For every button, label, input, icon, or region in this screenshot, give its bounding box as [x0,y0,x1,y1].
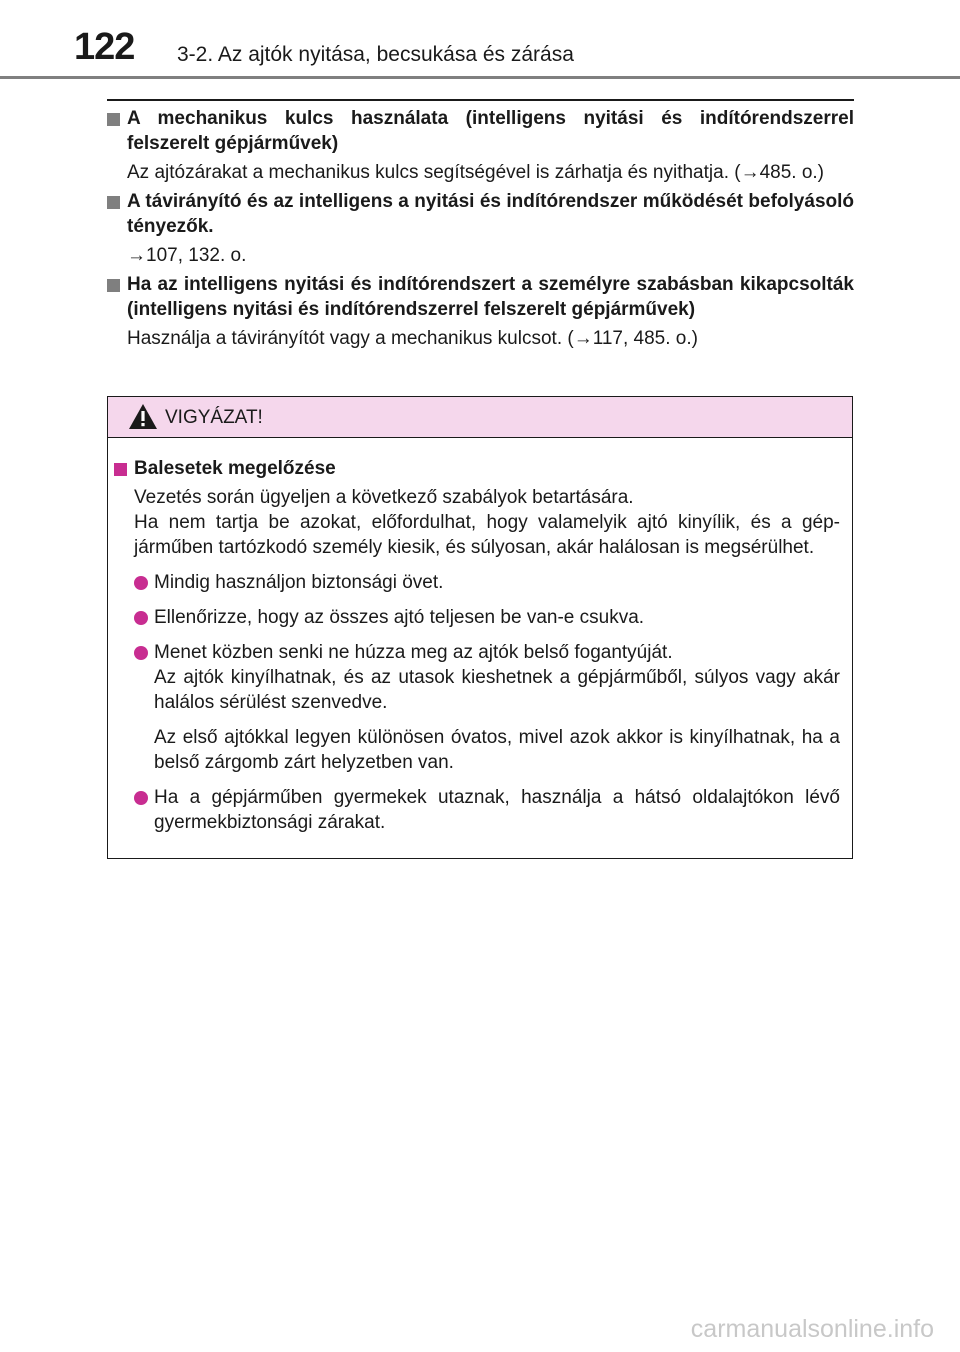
section-factors [107,189,854,268]
page-number: 122 [74,26,135,68]
section-square-icon [107,113,120,126]
section-body: Az ajtózárakat a mechanikus kulcs segítségével is zárhatja és nyithatja. (→485. o.) [127,162,825,183]
page-header [0,0,960,80]
warning-bullet [134,785,840,835]
section-mechanical-key [107,106,854,185]
warning-triangle-icon [128,403,158,430]
warning-body [108,438,852,835]
bullet-dot-icon [134,791,148,805]
bullet-text: Ellenőrizze, hogy az összes ajtó teljesen be van-e csukva. [154,607,645,628]
warning-intro-line2: Ha nem tartja be azokat, előfordulhat, hogy valamelyik ajtó kinyílik, és a gépjárműben tartózkodó személy kiesik, és súlyosan, akár halálosan is megsérülhet. [134,512,840,558]
warning-intro-line1: Vezetés során ügyeljen a következő szabályok betartására. [134,487,634,508]
warning-box [107,396,853,859]
warning-bullet [134,640,840,715]
watermark: carmanualsonline.info [690,1315,934,1343]
warning-header [108,397,852,438]
bullet-text: Menet közben senki ne húzza meg az ajtók belső fogantyúját. [154,642,673,663]
section-body: →107, 132. o. [127,245,247,266]
warning-intro [134,485,840,560]
warning-heading: Balesetek megelőzése [134,458,336,479]
section-square-icon [107,196,120,209]
bullet-sub-paragraph: Az első ajtókkal legyen különösen óvatos, mivel azok akkor is kinyílhatnak, ha a belső zárgomb zárt helyzetben van. [154,727,840,773]
section-heading: A mechanikus kulcs használata (intelligens nyitási és indítórendszerrel felszerelt gépjárművek) [127,108,854,154]
bullet-dot-icon [134,646,148,660]
section-square-icon [114,463,127,476]
bullet-text: Ha a gépjárműben gyermekek utaznak, használja a hátsó oldalajtókon lévő gyermekbiztonsági zárakat. [154,787,840,833]
section-square-icon [107,279,120,292]
section-customization [107,272,854,351]
warning-bullet [134,570,840,595]
main-content [107,106,854,355]
section-heading: Ha az intelligens nyitási és indítórendszert a személyre szabásban kikapcsolták (intelligens nyitási és indítórendszerrel felszerelt gépjárművek) [127,274,854,320]
bullet-continuation: Az ajtók kinyílhatnak, és az utasok kieshetnek a gépjárműből, súlyos vagy akár halálos sérülést szenvedve. [154,667,840,713]
bullet-text: Mindig használjon biztonsági övet. [154,572,444,593]
header-rule [0,76,960,79]
section-heading: A távirányító és az intelligens a nyitási és indítórendszer működését befolyásoló tényezők. [127,191,854,237]
bullet-dot-icon [134,611,148,625]
section-body: Használja a távirányítót vagy a mechanikus kulcsot. (→117, 485. o.) [127,328,698,349]
section-rule [107,99,854,101]
bullet-dot-icon [134,576,148,590]
warning-bullet [134,605,840,630]
chapter-title: 3-2. Az ajtók nyitása, becsukása és zárása [177,43,574,66]
warning-title: VIGYÁZAT! [165,407,263,428]
warning-section [114,456,840,835]
